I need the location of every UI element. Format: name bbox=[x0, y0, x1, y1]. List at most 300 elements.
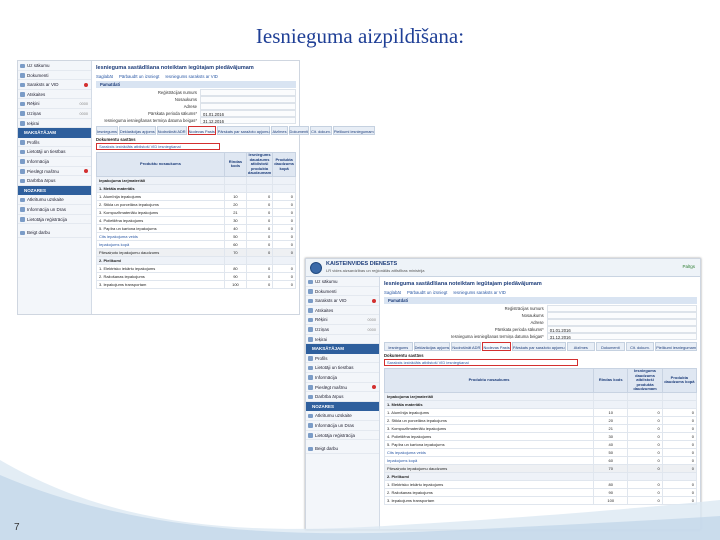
menu-icon bbox=[20, 92, 25, 97]
tab-bar bbox=[96, 126, 374, 135]
sidebar-item-label: Izziņas bbox=[27, 110, 42, 116]
sidebar-item-label: Uz sākumu bbox=[315, 279, 338, 284]
table-cell: Iepakojuma izejmateriāli bbox=[385, 392, 594, 400]
table-row bbox=[97, 240, 296, 248]
info-label: Iesnieguma iesniegšanas termiņa datuma beigas* bbox=[451, 334, 544, 339]
table-cell bbox=[273, 184, 296, 192]
tab-item[interactable]: Nodevas Pasts bbox=[188, 126, 216, 135]
column-header: Produktu nosaukums bbox=[97, 153, 225, 177]
table-cell[interactable]: 60 bbox=[594, 456, 628, 464]
sidebar-item[interactable] bbox=[306, 335, 379, 345]
info-value-field[interactable]: 01.01.2016 bbox=[200, 110, 296, 117]
sidebar-item-label: Lietotāja reģistrācija bbox=[315, 432, 356, 438]
tab-item[interactable]: Iesniegums bbox=[96, 126, 118, 135]
sidebar-item-label: Lietotāji un tiesības bbox=[315, 365, 354, 371]
sidebar-item-label: Saraksts ar VID bbox=[315, 298, 347, 304]
menu-icon bbox=[308, 289, 313, 294]
menu-icon bbox=[20, 179, 25, 184]
menu-icon bbox=[20, 140, 25, 145]
table-cell[interactable]: 0 bbox=[628, 432, 662, 440]
table-cell[interactable]: 70 bbox=[594, 464, 628, 472]
column-header: Produktu nosaukums bbox=[385, 369, 594, 393]
table-cell[interactable]: 30 bbox=[594, 432, 628, 440]
table-cell[interactable]: 0 bbox=[662, 432, 696, 440]
table-cell[interactable]: 0 bbox=[246, 264, 272, 272]
column-header: Rindas kods bbox=[594, 369, 628, 393]
table-cell bbox=[273, 176, 296, 184]
info-label: Reģistrācijas numurs bbox=[157, 90, 197, 95]
info-block bbox=[384, 305, 697, 340]
table-cell[interactable]: 100 bbox=[225, 280, 247, 288]
table-row bbox=[385, 408, 697, 416]
tab-item[interactable]: Pārskats par saražoto apjomu bbox=[512, 342, 566, 351]
table-cell bbox=[662, 400, 696, 408]
sidebar-item-label: Lietotāji un tiesības bbox=[27, 149, 66, 155]
menu-icon bbox=[308, 414, 313, 419]
table-cell[interactable]: 0 bbox=[662, 416, 696, 424]
table-cell[interactable]: 0 bbox=[628, 424, 662, 432]
menu-icon bbox=[308, 385, 313, 390]
table-row bbox=[97, 192, 296, 200]
menu-icon bbox=[20, 198, 25, 203]
filter-link[interactable]: Saraksts izstrādāts atbilstoši VID iesniegšanai bbox=[384, 359, 578, 366]
table-cell: 1. Elektrisko iekārtu iepakojums bbox=[385, 480, 594, 488]
sidebar-item[interactable] bbox=[18, 138, 91, 148]
table-cell[interactable]: 0 bbox=[246, 224, 272, 232]
info-label: Pārskata perioda sākums* bbox=[494, 327, 544, 332]
table-cell[interactable]: 0 bbox=[662, 448, 696, 456]
alert-dot-icon bbox=[372, 385, 376, 389]
table-cell[interactable]: 0 bbox=[246, 272, 272, 280]
table-cell[interactable]: 50 bbox=[594, 448, 628, 456]
table-row bbox=[385, 416, 697, 424]
table-cell: 1. Elektrisko iekārtu iepakojums bbox=[97, 264, 225, 272]
table-cell: 2. Ražošanas iepakojums bbox=[97, 272, 225, 280]
table-cell[interactable]: 0 bbox=[628, 480, 662, 488]
table-cell[interactable]: 0 bbox=[246, 248, 272, 256]
table-cell[interactable]: 40 bbox=[225, 224, 247, 232]
table-cell[interactable]: 10 bbox=[225, 192, 247, 200]
menu-icon bbox=[308, 375, 313, 380]
info-row bbox=[384, 326, 697, 333]
sidebar-item[interactable] bbox=[306, 296, 379, 306]
sidebar-item-label: Uz sākumu bbox=[27, 63, 50, 68]
sidebar-item-label: Darbība ārpus bbox=[315, 394, 344, 400]
table-cell[interactable]: 0 bbox=[273, 272, 296, 280]
table-cell[interactable]: 0 bbox=[246, 200, 272, 208]
decorative-wave bbox=[0, 440, 720, 540]
table-cell: 2. Pielikumi bbox=[385, 472, 594, 480]
sidebar-item-label: Dokumenti bbox=[27, 72, 49, 78]
info-value-field[interactable]: 01.01.2016 bbox=[547, 326, 697, 333]
sidebar-item-label: Dokumenti bbox=[315, 288, 337, 294]
count-badge: 0000 bbox=[367, 327, 376, 332]
table-cell[interactable]: 20 bbox=[225, 200, 247, 208]
table-cell[interactable]: 0 bbox=[628, 464, 662, 472]
sidebar-bottom-list bbox=[306, 411, 379, 440]
tab-item[interactable]: Pārskats par saražoto apjomu bbox=[217, 126, 271, 135]
sidebar-item[interactable] bbox=[18, 195, 91, 205]
panel-header: Pamatdati bbox=[96, 81, 296, 88]
table-cell: Iepakojums kopā bbox=[385, 456, 594, 464]
sidebar-item[interactable] bbox=[18, 99, 91, 109]
tab-item[interactable]: Atzīmes bbox=[271, 126, 287, 135]
info-value-field[interactable] bbox=[547, 305, 697, 312]
sidebar-item[interactable] bbox=[18, 61, 91, 71]
sidebar-item-label: Ieķirai bbox=[315, 336, 328, 342]
sidebar-item-label: Atkritumu uzskaite bbox=[27, 197, 64, 203]
menu-icon bbox=[20, 121, 25, 126]
sidebar-item[interactable] bbox=[18, 147, 91, 157]
table-cell[interactable]: 0 bbox=[273, 192, 296, 200]
table-cell[interactable]: 30 bbox=[225, 216, 247, 224]
table-cell[interactable]: 50 bbox=[225, 232, 247, 240]
table-cell: Cits iepakojuma veids bbox=[97, 232, 225, 240]
column-header: Produkta daudzums kopā bbox=[662, 369, 696, 393]
sidebar-item[interactable] bbox=[306, 315, 379, 325]
tab-item[interactable]: Dokumenti bbox=[289, 126, 310, 135]
toolbar bbox=[384, 289, 697, 297]
table-cell bbox=[246, 184, 272, 192]
info-value-field[interactable] bbox=[200, 89, 296, 96]
brand-name: KAISTEINVIDES DIENESTS bbox=[326, 261, 398, 267]
menu-icon bbox=[308, 433, 313, 438]
table-row bbox=[97, 232, 296, 240]
tab-item[interactable]: Dokumenti bbox=[596, 342, 625, 351]
sidebar-item[interactable] bbox=[306, 306, 379, 316]
sidebar-item-label: Pieslēgt mašīnu bbox=[315, 384, 348, 390]
table-cell: 3. Kompozītmateriālu iepakojums bbox=[385, 424, 594, 432]
info-value-field[interactable] bbox=[547, 312, 697, 319]
table-cell[interactable]: 0 bbox=[273, 240, 296, 248]
count-badge: 0000 bbox=[79, 102, 88, 107]
check-submit-button[interactable]: Pārbaudīt un izsniegt bbox=[118, 74, 160, 79]
table-row bbox=[97, 216, 296, 224]
info-label: Adrese bbox=[183, 104, 197, 109]
sidebar-item[interactable] bbox=[306, 287, 379, 297]
help-link[interactable]: Palīgs bbox=[682, 264, 695, 269]
sidebar-item[interactable] bbox=[306, 421, 379, 431]
info-label: Pārskata perioda sākums* bbox=[148, 111, 197, 116]
table-cell[interactable]: 0 bbox=[628, 456, 662, 464]
menu-icon bbox=[20, 64, 25, 69]
info-label: Reģistrācijas numurs bbox=[504, 306, 544, 311]
table-cell[interactable]: 21 bbox=[594, 424, 628, 432]
alert-dot-icon bbox=[372, 299, 376, 303]
menu-icon bbox=[20, 73, 25, 78]
column-header: Iesniegums daudzums atbilstoši produkta daudzumam bbox=[628, 369, 662, 393]
table-cell[interactable]: 0 bbox=[628, 408, 662, 416]
sidebar-item[interactable] bbox=[18, 176, 91, 186]
menu-icon bbox=[308, 337, 313, 342]
table-cell[interactable]: 0 bbox=[273, 216, 296, 224]
sidebar-top-list bbox=[306, 277, 379, 344]
table-cell bbox=[594, 400, 628, 408]
table-cell[interactable]: 100 bbox=[594, 496, 628, 504]
table-cell[interactable]: 0 bbox=[662, 480, 696, 488]
table-cell[interactable]: 80 bbox=[594, 480, 628, 488]
sidebar-item[interactable] bbox=[306, 383, 379, 393]
sidebar-item-label: Informācija bbox=[27, 158, 50, 164]
table-row bbox=[385, 392, 697, 400]
info-label: Nosaukums bbox=[521, 313, 544, 318]
column-header: Produkta daudzums kopā bbox=[273, 153, 296, 177]
table-cell[interactable]: 0 bbox=[662, 456, 696, 464]
table-cell[interactable]: 0 bbox=[246, 192, 272, 200]
table-cell[interactable]: 0 bbox=[246, 232, 272, 240]
table-cell: Iepakojums kopā bbox=[97, 240, 225, 248]
table-row bbox=[97, 176, 296, 184]
sidebar-item-label: Beigt darbu bbox=[315, 446, 339, 452]
table-cell[interactable]: 0 bbox=[662, 464, 696, 472]
table-cell: 1. Metāla materiāls bbox=[385, 400, 594, 408]
brand-subtitle: LR vides aizsardzības un reģionālās attīstības ministrija bbox=[326, 268, 425, 273]
save-button[interactable]: Saglabāt bbox=[384, 290, 401, 295]
table-row bbox=[97, 208, 296, 216]
table-cell[interactable]: 90 bbox=[594, 488, 628, 496]
info-value-field[interactable] bbox=[200, 103, 296, 110]
sidebar-item-label: Izziņas bbox=[315, 326, 330, 332]
sidebar-item-label: Informācija bbox=[315, 374, 338, 380]
table-cell bbox=[225, 176, 247, 184]
sidebar-item[interactable] bbox=[18, 167, 91, 177]
page-title: Iesnieguma sastādīšana noteiktam iegūtajam piedāvājumam bbox=[384, 281, 542, 287]
table-cell[interactable]: 60 bbox=[225, 240, 247, 248]
table-cell: 3. Iepakojums transportam bbox=[385, 496, 594, 504]
menu-icon bbox=[20, 150, 25, 155]
toolbar bbox=[96, 73, 296, 81]
info-row bbox=[384, 305, 697, 312]
sidebar-item[interactable] bbox=[18, 90, 91, 100]
table-cell: 2. Stikla un porcelāna iepakojums bbox=[97, 200, 225, 208]
table-cell bbox=[273, 256, 296, 264]
table-cell[interactable]: 0 bbox=[662, 408, 696, 416]
table-cell: 3. Iepakojums transportam bbox=[97, 280, 225, 288]
info-row bbox=[384, 333, 697, 340]
table-row bbox=[97, 280, 296, 288]
data-table bbox=[96, 152, 296, 289]
info-label: Adrese bbox=[530, 320, 544, 325]
alert-dot-icon bbox=[84, 169, 88, 173]
table-cell bbox=[662, 392, 696, 400]
info-value-field[interactable] bbox=[200, 96, 296, 103]
info-value-field[interactable]: 31.12.2016 bbox=[200, 117, 296, 124]
tab-item[interactable]: Pielikumi iesniegumam bbox=[333, 126, 375, 135]
table-cell: 3. Kompozītmateriālu iepakojums bbox=[97, 208, 225, 216]
table-cell[interactable]: 0 bbox=[662, 440, 696, 448]
table-cell[interactable]: 0 bbox=[628, 416, 662, 424]
column-header: Iesniegums daudzums atbilstoši produkta daudzumam bbox=[247, 152, 272, 176]
tab-item[interactable]: Iesniegums bbox=[384, 342, 413, 351]
sidebar-item-logout[interactable] bbox=[18, 228, 91, 238]
menu-icon bbox=[20, 102, 25, 107]
info-label: Nosaukums bbox=[174, 97, 197, 102]
sidebar-item[interactable] bbox=[18, 215, 91, 225]
sidebar-item-label: Atskaites bbox=[27, 91, 46, 97]
table-cell[interactable]: 0 bbox=[246, 240, 272, 248]
menu-icon bbox=[20, 207, 25, 212]
table-cell bbox=[628, 400, 662, 408]
sidebar-item[interactable] bbox=[306, 325, 379, 335]
info-row bbox=[384, 312, 697, 319]
sidebar-item-label: Informācija un Dras bbox=[315, 422, 355, 428]
table-cell: 1. Metāla materiāls bbox=[97, 184, 225, 192]
tab-item[interactable]: Deklarācijas apjoms bbox=[119, 126, 156, 135]
menu-icon bbox=[308, 395, 313, 400]
page-title: Iesnieguma sastādīšana noteiktam iegūtajam piedāvājumam bbox=[96, 65, 254, 71]
table-cell: 4. Polietilēna iepakojums bbox=[97, 216, 225, 224]
app-header bbox=[306, 259, 700, 277]
list-button[interactable]: Iesniegums saraksts ar VID bbox=[453, 290, 506, 295]
table-cell[interactable]: 10 bbox=[594, 408, 628, 416]
sidebar-top-list bbox=[18, 61, 91, 128]
sidebar-item[interactable] bbox=[18, 80, 91, 90]
check-submit-button[interactable]: Pārbaudīt un izsniegt bbox=[406, 290, 448, 295]
table-cell bbox=[594, 392, 628, 400]
table-cell[interactable]: 0 bbox=[273, 248, 296, 256]
sidebar-item-label: Atskaites bbox=[315, 307, 334, 313]
table-cell[interactable]: 0 bbox=[662, 424, 696, 432]
tab-item[interactable]: Cit. dokum. bbox=[626, 342, 655, 351]
table-cell[interactable]: 0 bbox=[628, 448, 662, 456]
table-cell[interactable]: 90 bbox=[225, 272, 247, 280]
table-cell[interactable]: 20 bbox=[594, 416, 628, 424]
count-badge: 0000 bbox=[367, 318, 376, 323]
table-cell[interactable]: 0 bbox=[273, 224, 296, 232]
filter-link[interactable]: Saraksts izstrādāts atbilstoši VID iesniegšanai bbox=[96, 143, 220, 150]
table-cell: 5. Papīra un kartona iepakojums bbox=[385, 440, 594, 448]
sidebar-section-header: MAKSĀTĀJAM bbox=[18, 128, 91, 138]
table-cell[interactable]: 0 bbox=[628, 496, 662, 504]
tab-item[interactable]: Nodrošināt ADR bbox=[451, 342, 481, 351]
info-value-field[interactable]: 31.12.2016 bbox=[547, 333, 697, 340]
table-cell: 2. Stikla un porcelāna iepakojums bbox=[385, 416, 594, 424]
sidebar-item-label: Darbība ārpus bbox=[27, 178, 56, 184]
tab-item[interactable]: Atzīmes bbox=[567, 342, 596, 351]
table-cell[interactable]: 0 bbox=[273, 264, 296, 272]
tab-item[interactable]: Nodrošināt ADR bbox=[157, 126, 187, 135]
page-number: 7 bbox=[14, 522, 20, 533]
sidebar-section-header: MAKSĀTĀJAM bbox=[306, 344, 379, 354]
table-cell[interactable]: 0 bbox=[273, 280, 296, 288]
table-row bbox=[97, 200, 296, 208]
panel-header: Pamatdati bbox=[384, 297, 697, 304]
info-row bbox=[96, 110, 296, 117]
table-cell: 4. Polietilēna iepakojums bbox=[385, 432, 594, 440]
list-button[interactable]: Iesniegums saraksts ar VID bbox=[165, 74, 218, 79]
menu-icon bbox=[20, 83, 25, 88]
sidebar-item[interactable] bbox=[18, 205, 91, 215]
table-cell[interactable]: 0 bbox=[273, 200, 296, 208]
table-cell[interactable]: 70 bbox=[225, 248, 247, 256]
table-cell bbox=[225, 184, 247, 192]
menu-icon bbox=[308, 356, 313, 361]
table-cell[interactable]: 0 bbox=[246, 280, 272, 288]
sidebar-item-label: Lietotāja reģistrācija bbox=[27, 216, 68, 222]
tab-item[interactable]: Deklarācijas apjoms bbox=[414, 342, 451, 351]
table-cell[interactable]: 40 bbox=[594, 440, 628, 448]
sidebar-item-label: Informācija un Dras bbox=[27, 206, 67, 212]
sidebar-item-label: Pieslēgt mašīnu bbox=[27, 168, 60, 174]
sidebar-item-label: Beigt darbu bbox=[27, 230, 51, 236]
sidebar-item[interactable] bbox=[306, 373, 379, 383]
info-value-field[interactable] bbox=[547, 319, 697, 326]
sidebar-item-label: Rēķini bbox=[315, 317, 328, 323]
info-row bbox=[96, 103, 296, 110]
sidebar-item-label: Saraksts ar VID bbox=[27, 82, 59, 88]
table-cell[interactable]: 80 bbox=[225, 264, 247, 272]
table-cell: Cits iepakojuma veids bbox=[385, 448, 594, 456]
tab-item[interactable]: Cit. dokum. bbox=[310, 126, 332, 135]
sidebar-item[interactable] bbox=[18, 71, 91, 81]
table-cell bbox=[628, 392, 662, 400]
sidebar-item[interactable] bbox=[306, 277, 379, 287]
table-cell[interactable]: 0 bbox=[628, 488, 662, 496]
save-button[interactable]: Saglabāt bbox=[96, 74, 113, 79]
sidebar-item[interactable] bbox=[18, 119, 91, 129]
table-cell bbox=[225, 256, 247, 264]
column-header: Rindas kods bbox=[225, 153, 247, 177]
tab-bar bbox=[384, 342, 697, 351]
tab-item[interactable]: Nodevas Pasts bbox=[482, 342, 511, 351]
table-cell[interactable]: 0 bbox=[246, 216, 272, 224]
subsection-title: Dokumentu sastāvs bbox=[384, 353, 424, 358]
table-cell: 1. Alumīnija iepakojums bbox=[385, 408, 594, 416]
tab-item[interactable]: Pielikumi iesniegumam bbox=[655, 342, 697, 351]
count-badge: 0000 bbox=[79, 111, 88, 116]
sidebar-item-label: Rēķini bbox=[27, 101, 40, 107]
table-row bbox=[97, 272, 296, 280]
table-cell[interactable]: 0 bbox=[628, 440, 662, 448]
info-block bbox=[96, 89, 296, 124]
table-cell[interactable]: 0 bbox=[246, 208, 272, 216]
sidebar-item[interactable] bbox=[306, 392, 379, 402]
logo-icon bbox=[310, 262, 322, 274]
table-cell[interactable]: 0 bbox=[662, 496, 696, 504]
sidebar-item[interactable] bbox=[18, 157, 91, 167]
table-cell: 1. Alumīnija iepakojums bbox=[97, 192, 225, 200]
table-cell: 2. Pielikumi bbox=[97, 256, 225, 264]
table-row bbox=[385, 424, 697, 432]
subsection-title: Dokumentu sastāvs bbox=[96, 137, 136, 142]
menu-icon bbox=[308, 423, 313, 428]
table-cell[interactable]: 0 bbox=[662, 488, 696, 496]
logout-icon bbox=[20, 231, 25, 236]
table-row bbox=[97, 256, 296, 264]
sidebar-item-label: Profils bbox=[27, 139, 40, 145]
sidebar-item[interactable] bbox=[306, 431, 379, 441]
menu-icon bbox=[20, 111, 25, 116]
sidebar-item-label: Profils bbox=[315, 355, 328, 361]
menu-icon bbox=[308, 308, 313, 313]
alert-dot-icon bbox=[84, 83, 88, 87]
info-label: Iesnieguma iesniegšanas termiņa datuma beigas* bbox=[104, 118, 197, 123]
sidebar-item[interactable] bbox=[306, 354, 379, 364]
menu-icon bbox=[308, 327, 313, 332]
sidebar-item[interactable] bbox=[306, 411, 379, 421]
info-row bbox=[96, 117, 296, 124]
table-row bbox=[97, 264, 296, 272]
table-cell: 2. Ražošanas iepakojums bbox=[385, 488, 594, 496]
sidebar-item[interactable] bbox=[18, 109, 91, 119]
table-row bbox=[385, 400, 697, 408]
sidebar-item[interactable] bbox=[306, 363, 379, 373]
sidebar-mid-list bbox=[306, 354, 379, 402]
table-cell[interactable]: 21 bbox=[225, 208, 247, 216]
table-cell[interactable]: 0 bbox=[273, 208, 296, 216]
table-cell[interactable]: 0 bbox=[273, 232, 296, 240]
table-cell: Pārsaiņoto iepakojumu daudzums bbox=[97, 248, 225, 256]
